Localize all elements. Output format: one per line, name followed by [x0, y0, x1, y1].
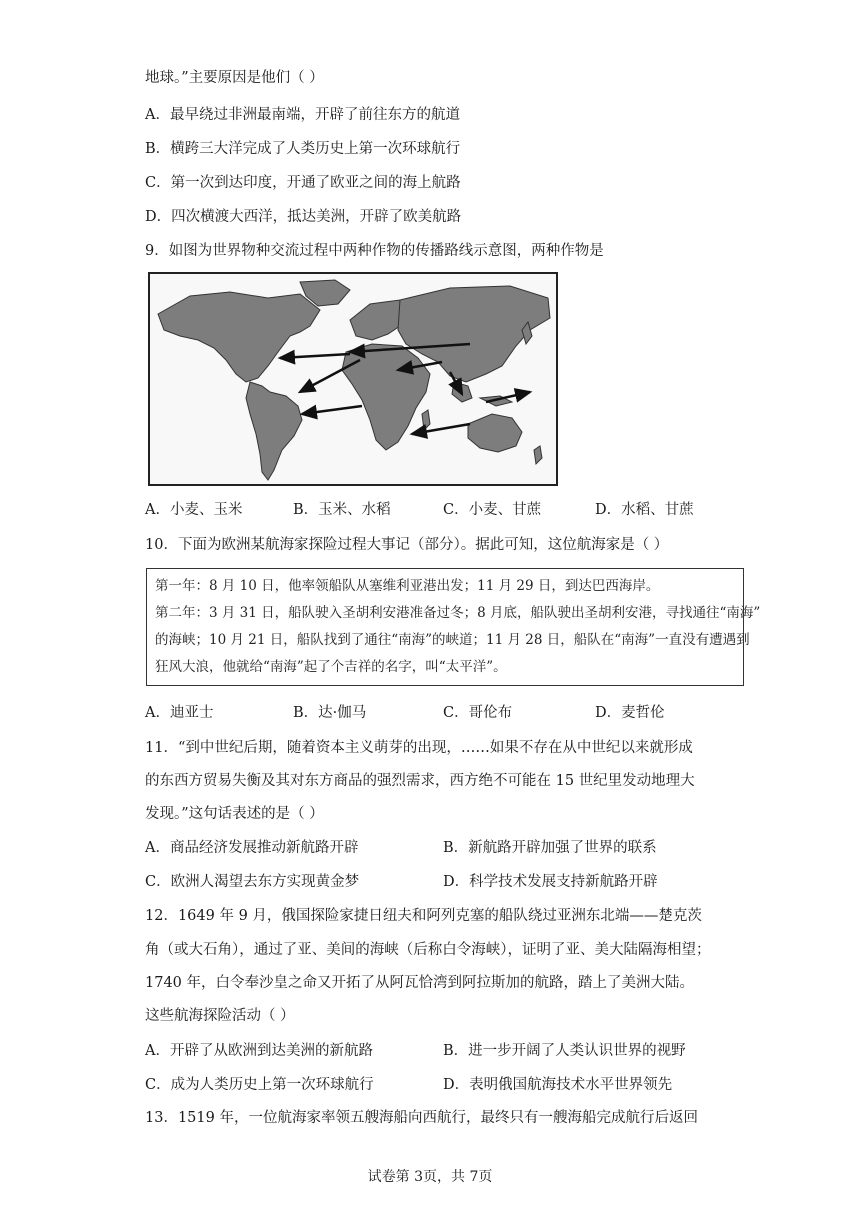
- q11-option-d[interactable]: D．科学技术发展支持新航路开辟: [443, 874, 658, 890]
- q10-box-line-3: 的海峡；10 月 21 日，船队找到了通往“南海”的峡道；11 月 28 日，船队在“南海”一直没有遭遇到: [155, 632, 750, 648]
- q9-option-a[interactable]: A．小麦、玉米: [145, 502, 243, 518]
- q8-option-d[interactable]: D．四次横渡大西洋，抵达美洲，开辟了欧美航路: [145, 209, 462, 225]
- q12-stem-line-3: 1740 年，白令奉沙皇之命又开拓了从阿瓦恰湾到阿拉斯加的航路，踏上了美洲大陆。: [145, 975, 695, 991]
- q8-stem-end: 地球。”主要原因是他们（ ）: [145, 70, 324, 86]
- q11-stem-line-3: 发现。”这句话表述的是（ ）: [145, 806, 324, 822]
- q12-stem-line-1: 12．1649 年 9 月，俄国探险家捷日纽夫和阿列克塞的船队绕过亚洲东北端——楚克茨: [145, 908, 702, 924]
- q8-option-c[interactable]: C．第一次到达印度，开通了欧亚之间的海上航路: [145, 175, 461, 191]
- q9-option-d[interactable]: D．水稻、甘蔗: [595, 502, 694, 518]
- q11-option-c[interactable]: C．欧洲人渴望去东方实现黄金梦: [145, 874, 360, 890]
- q12-option-d[interactable]: D．表明俄国航海技术水平世界领先: [443, 1077, 673, 1093]
- q10-option-d[interactable]: D．麦哲伦: [595, 705, 665, 721]
- world-map-figure: [148, 272, 558, 486]
- q9-stem: 9．如图为世界物种交流过程中两种作物的传播路线示意图，两种作物是: [145, 243, 604, 259]
- q12-option-a[interactable]: A．开辟了从欧洲到达美洲的新航路: [145, 1043, 373, 1059]
- q12-stem-line-4: 这些航海探险活动（ ）: [145, 1008, 295, 1024]
- q11-stem-line-2: 的东西方贸易失衡及其对东方商品的强烈需求，西方绝不可能在 15 世纪里发动地理大: [145, 773, 695, 789]
- q12-option-b[interactable]: B．进一步开阔了人类认识世界的视野: [443, 1043, 686, 1059]
- q10-stem: 10．下面为欧洲某航海家探险过程大事记（部分）。据此可知，这位航海家是（ ）: [145, 537, 669, 553]
- q8-option-a[interactable]: A．最早绕过非洲最南端，开辟了前往东方的航道: [145, 107, 460, 123]
- q12-option-c[interactable]: C．成为人类历史上第一次环球航行: [145, 1077, 374, 1093]
- q9-option-c[interactable]: C．小麦、甘蔗: [443, 502, 542, 518]
- q11-option-a[interactable]: A．商品经济发展推动新航路开辟: [145, 840, 359, 856]
- q10-box-line-1: 第一年：8 月 10 日，他率领船队从塞维利亚港出发；11 月 29 日，到达巴西海岸。: [155, 578, 660, 594]
- q10-box-line-2: 第二年：3 月 31 日，船队驶入圣胡利安港准备过冬；8 月底，船队驶出圣胡利安港，寻找通往“南海”: [155, 605, 761, 621]
- q8-option-b[interactable]: B．横跨三大洋完成了人类历史上第一次环球航行: [145, 141, 461, 157]
- q11-stem-line-1: 11．“到中世纪后期，随着资本主义萌芽的出现，……如果不存在从中世纪以来就形成: [145, 740, 693, 756]
- q10-box-line-4: 狂风大浪，他就给“南海”起了个吉祥的名字，叫“太平洋”。: [155, 659, 507, 675]
- crop-route-map: [150, 274, 556, 484]
- q10-option-a[interactable]: A．迪亚士: [145, 705, 214, 721]
- q10-option-c[interactable]: C．哥伦布: [443, 705, 513, 721]
- q10-option-b[interactable]: B．达·伽马: [293, 705, 367, 721]
- q9-option-b[interactable]: B．玉米、水稻: [293, 502, 391, 518]
- page-footer: 试卷第 3页，共 7页: [367, 1169, 493, 1185]
- q11-option-b[interactable]: B．新航路开辟加强了世界的联系: [443, 840, 657, 856]
- q12-stem-line-2: 角（或大石角），通过了亚、美间的海峡（后称白令海峡），证明了亚、美大陆隔海相望；: [145, 942, 711, 958]
- q13-stem-start: 13．1519 年，一位航海家率领五艘海船向西航行，最终只有一艘海船完成航行后返回: [145, 1110, 698, 1126]
- q10-event-box: [146, 568, 761, 686]
